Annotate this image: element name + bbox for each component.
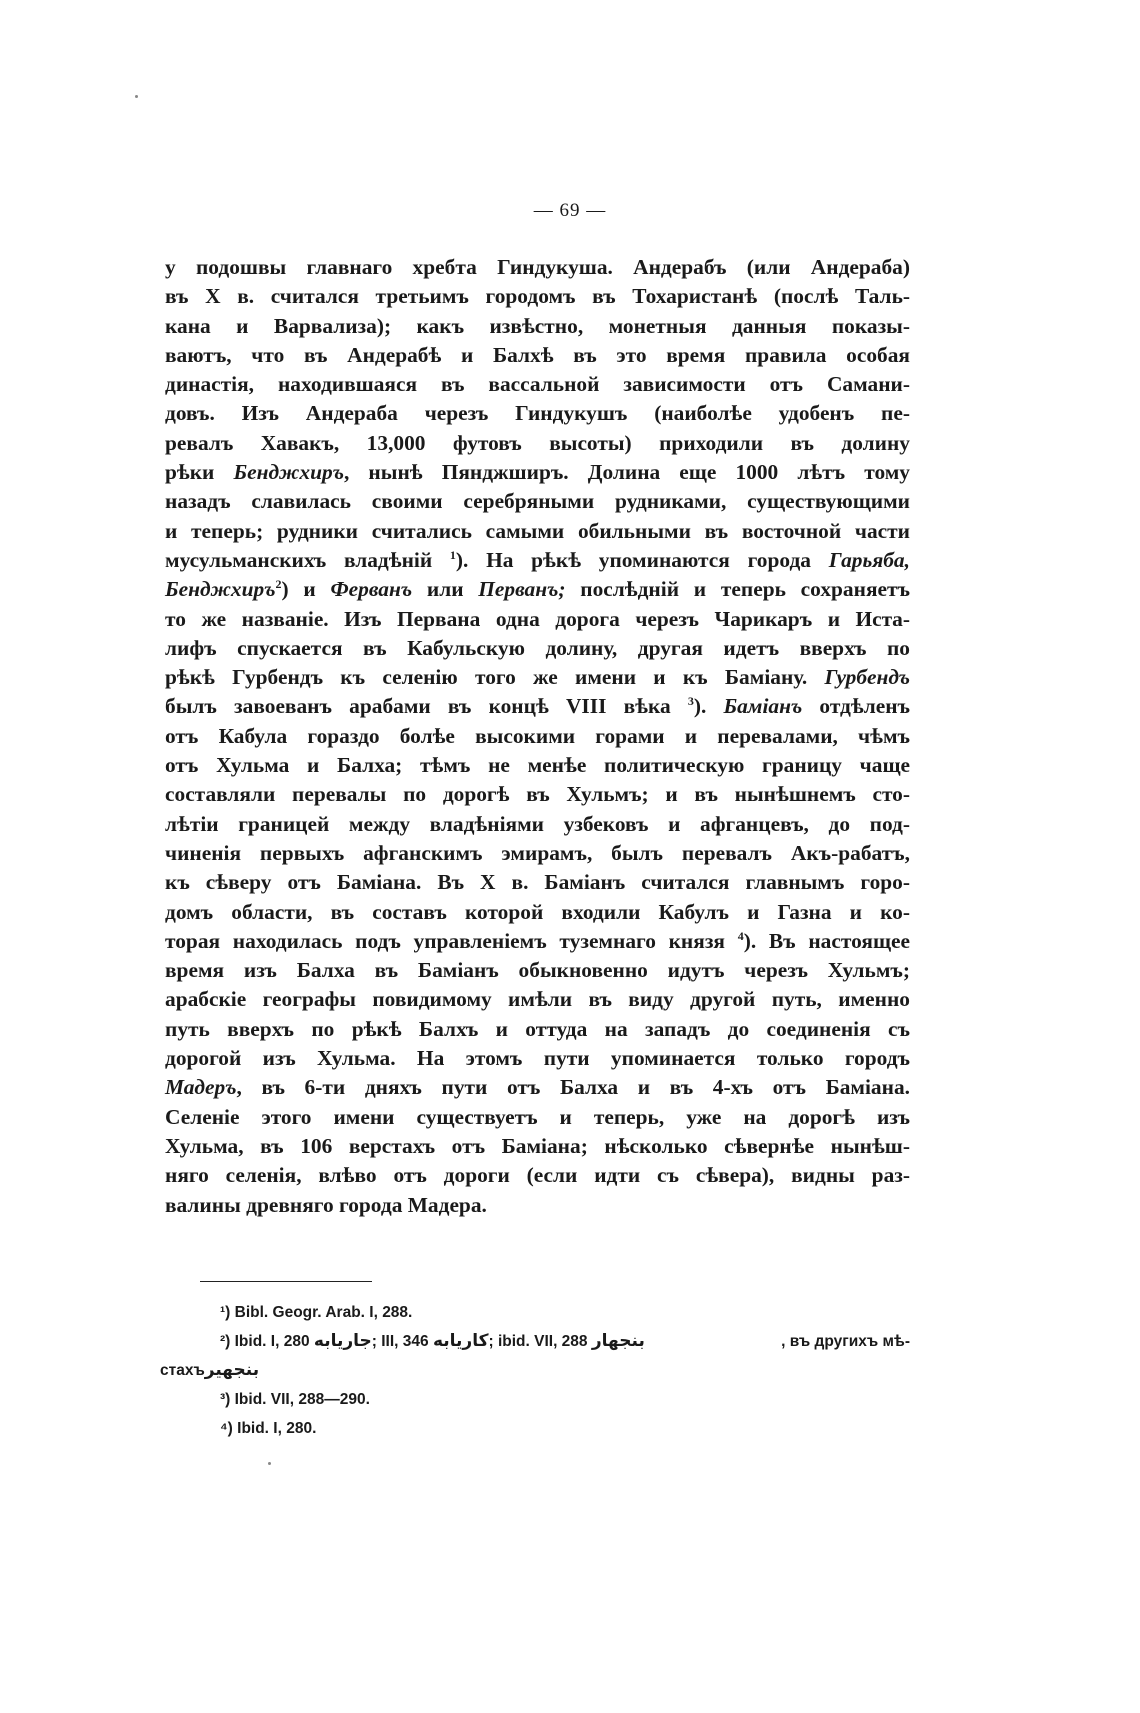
italic-name: Ферванъ [330, 577, 413, 602]
text-line [165, 839, 910, 868]
text-line [165, 312, 910, 341]
footnote-ref: 2 [275, 577, 282, 592]
footnotes [160, 1298, 910, 1443]
text-line [165, 517, 910, 546]
text-run: составляли перевалы по дорогѣ въ Хульмъ; и въ нынѣшнемъ сто- [165, 782, 910, 807]
text-run: или [412, 577, 479, 602]
footnote-2-text-c: ; ibid. VII, 288 [488, 1333, 588, 1350]
text-run: путь вверхъ по рѣкѣ Балхъ и оттуда на западъ до соединенія съ [165, 1016, 910, 1041]
scan-speck [135, 95, 138, 98]
text-run: династія, находившаяся въ вассальной зависимости отъ Самани- [165, 372, 910, 397]
italic-name: Баміанъ [723, 694, 803, 719]
italic-name: Бенджхиръ [165, 577, 276, 602]
text-run: и теперь; рудники считались самыми обильными въ восточной части [165, 518, 910, 543]
text-line [165, 751, 910, 780]
text-run: , въ 6-ти дняхъ пути отъ Балха и въ 4-хъ отъ Баміана. [236, 1075, 910, 1100]
text-run: отъ Хульма и Балха; тѣмъ не менѣе политическую границу чаще [165, 753, 910, 778]
text-run: ). Въ настоящее [743, 928, 910, 953]
text-run: лѣтіи границей между владѣніями узбековъ и афганцевъ, до под- [165, 811, 910, 836]
text-line [165, 634, 910, 663]
text-run: ). [693, 694, 724, 719]
italic-name: Гурбендъ [824, 665, 910, 690]
text-line [165, 722, 910, 751]
text-run: у подошвы главнаго хребта Гиндукуша. Андерабъ (или Андераба) [165, 255, 910, 279]
text-run: кана и Варвализа); какъ извѣстно, монетныя данныя показы- [165, 313, 910, 338]
text-run: ревалъ Хавакъ, 13,000 футовъ высоты) приходили въ долину [165, 430, 910, 455]
text-line [165, 1103, 910, 1132]
text-line [165, 429, 910, 458]
footnote-2-text-b: ; III, 346 [371, 1333, 429, 1350]
text-run: Селеніе этого имени существуетъ и теперь, уже на дорогѣ изъ [165, 1104, 910, 1129]
footnote-divider [200, 1281, 372, 1282]
footnote-4: ⁴) Ibid. I, 280. [220, 1420, 317, 1437]
main-text [165, 253, 910, 1220]
text-run: къ сѣверу отъ Баміана. Въ X в. Баміанъ считался главнымъ горо- [165, 870, 910, 895]
text-run: рѣки [165, 460, 234, 485]
text-run: отъ Кабула гораздо болѣе высокими горами и перевалами, чѣмъ [165, 723, 910, 748]
italic-name: Мадеръ [165, 1075, 237, 1100]
footnote-2-text-a: ²) Ibid. I, 280 [220, 1333, 310, 1350]
text-line [165, 663, 910, 692]
footnote-2-arabic-2: كاريابه [432, 1331, 489, 1351]
footnote-2-arabic-1: جاريابه [313, 1331, 372, 1351]
footnote-ref: 4 [737, 928, 744, 943]
scan-speck [268, 1462, 271, 1465]
text-run: былъ завоеванъ арабами въ концѣ VIII вѣка [165, 694, 688, 719]
italic-name: Перванъ; [478, 577, 566, 602]
text-line [165, 1191, 910, 1220]
text-line [165, 780, 910, 809]
text-run: няго селенія, влѣво отъ дороги (если идти съ сѣвера), видны раз- [165, 1163, 910, 1188]
text-line [165, 282, 910, 311]
text-run: торая находилась подъ управленіемъ туземнаго князя [165, 928, 738, 953]
text-run: мусульманскихъ владѣній [165, 547, 450, 572]
footnote-2-cont-arabic: بنجهير [204, 1360, 260, 1380]
text-run: послѣдній и теперь сохраняетъ [565, 577, 910, 602]
text-line [165, 546, 910, 575]
text-run: арабскіе географы повидимому имѣли въ виду другой путь, именно [165, 987, 910, 1012]
italic-name: Гарьяба, [828, 547, 910, 572]
text-line [165, 458, 910, 487]
text-line [165, 1073, 910, 1102]
italic-name: Бенджхиръ [233, 460, 344, 485]
text-line [165, 810, 910, 839]
text-line [165, 575, 910, 604]
text-line [165, 253, 910, 282]
text-line [165, 370, 910, 399]
page-number: — 69 — [533, 200, 607, 221]
text-run: рѣкѣ Гурбендъ къ селенію того же имени и къ Баміану. [165, 665, 825, 690]
text-run: ). На рѣкѣ упоминаются города [455, 547, 829, 572]
footnote-2-text-d: , въ другихъ мѣ- [781, 1333, 910, 1350]
text-line [165, 692, 910, 721]
text-run: чиненія первыхъ афганскимъ эмирамъ, былъ перевалъ Акъ-рабатъ, [165, 840, 910, 865]
text-line [165, 868, 910, 897]
text-line [165, 927, 910, 956]
footnote-2-arabic-3: بنجهار [591, 1331, 645, 1351]
text-line [165, 605, 910, 634]
text-line [165, 898, 910, 927]
text-line [165, 985, 910, 1014]
text-run: въ X в. считался третьимъ городомъ въ Тохаристанѣ (послѣ Таль- [165, 284, 910, 309]
footnote-2 [160, 1327, 910, 1356]
text-run: назадъ славилась своими серебряными рудниками, существующими [165, 489, 910, 514]
footnote-2-continuation [160, 1356, 910, 1385]
text-line [165, 1015, 910, 1044]
text-run: лифъ спускается въ Кабульскую долину, другая идетъ вверхъ по [165, 635, 910, 660]
footnote-2-cont-text: стахъ [160, 1362, 205, 1379]
text-run: дорогой изъ Хульма. На этомъ пути упоминается только городъ [165, 1046, 910, 1071]
text-line [165, 1044, 910, 1073]
text-line [165, 956, 910, 985]
text-line [165, 341, 910, 370]
text-line [165, 1161, 910, 1190]
footnote-3: ³) Ibid. VII, 288—290. [220, 1391, 370, 1408]
text-run: валины древняго города Мадера. [165, 1192, 487, 1217]
footnote-ref: 1 [449, 547, 456, 562]
text-run: время изъ Балха въ Баміанъ обыкновенно идутъ черезъ Хульмъ; [165, 958, 910, 983]
text-run: довъ. Изъ Андераба черезъ Гиндукушъ (наиболѣе удобенъ пе- [165, 401, 910, 426]
text-run: домъ области, въ составъ которой входили Кабулъ и Газна и ко- [165, 899, 910, 924]
footnote-ref: 3 [687, 694, 694, 709]
text-run: то же названіе. Изъ Первана одна дорога черезъ Чарикаръ и Истa- [165, 606, 910, 631]
text-line [165, 1132, 910, 1161]
text-run: , нынѣ Пянджширъ. Долина еще 1000 лѣтъ тому [343, 460, 910, 485]
footnote-1: ¹) Bibl. Geogr. Arab. I, 288. [220, 1304, 413, 1321]
text-line [165, 487, 910, 516]
text-run: ваютъ, что въ Андерабѣ и Балхѣ въ это время правила особая [165, 342, 910, 367]
text-line [165, 399, 910, 428]
text-run: Хульма, въ 106 верстахъ отъ Баміана; нѣсколько сѣвернѣе нынѣш- [165, 1133, 910, 1158]
text-run: отдѣленъ [802, 694, 910, 719]
text-run: ) и [281, 577, 331, 602]
